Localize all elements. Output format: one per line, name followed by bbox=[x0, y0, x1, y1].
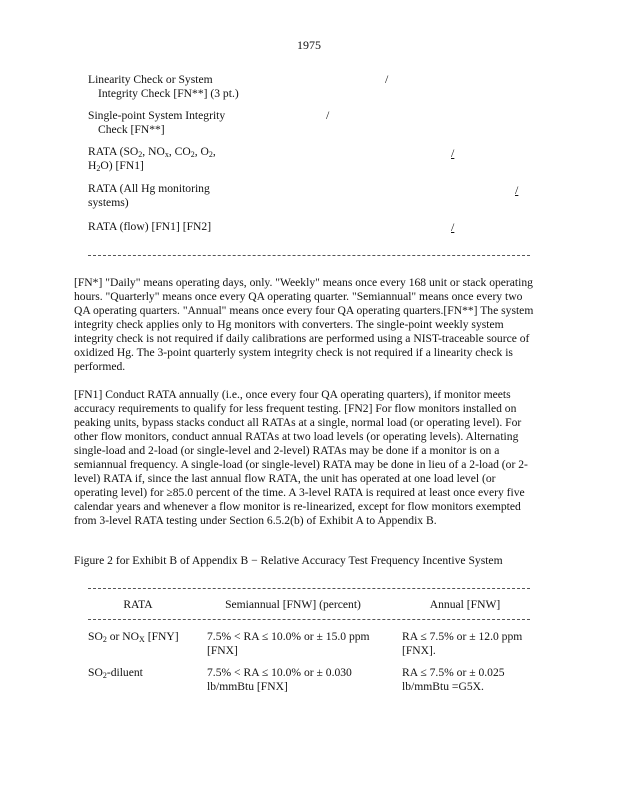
page-number: 1975 bbox=[297, 38, 321, 52]
row-label-cont: $H_2O$) [FN1] bbox=[88, 159, 144, 173]
annual-cell: RA ≤ 7.5% or ± 0.025 lb/mmBtu =G5X. bbox=[402, 666, 505, 693]
row-label: RATA (flow) [FN1] [FN2] bbox=[88, 220, 212, 233]
footnote-rata-conduct: [FN1] Conduct RATA annually (i.e., once every four QA operating quarters), if monitor meets accuracy requirements to qualify for less frequent testing. [FN2] For flow monitors installed on peaking units, bypass stacks conduct all RATAs at a single, normal load (or operating level). For other flow monitors, conduct annual RATAs at two load levels (or operating levels). Alternating single-load and 2-load (or single-level and 2-level) RATAs may be done if a monitor is on a semiannual frequency. A single-load (or single-level) RATA may be done in lieu of a 2-load (or 2-level) RATA if, since the last annual flow RATA, the unit has operated at one load level (or operating level) for ≥85.0 percent of the time. A 3-level RATA is required at least once every five calendar years and whenever a flow monitor is re-linearized, except for flow monitors exempted from 3-level RATA testing under Section 6.5.2(b) of Exhibit A to Appendix B. bbox=[74, 388, 528, 527]
row-label: RATA (All Hg monitoring bbox=[88, 182, 210, 195]
frequency-mark: / bbox=[451, 220, 455, 234]
frequency-mark: / bbox=[326, 108, 330, 122]
semiannual-cell: 7.5% < RA ≤ 10.0% or ± 15.0 ppm [FNX] bbox=[207, 630, 370, 657]
semiannual-cell: 7.5% < RA ≤ 10.0% or ± 0.030 lb/mmBtu [FNX] bbox=[207, 666, 352, 693]
footnote-frequency-definitions: [FN*] "Daily" means operating days, only. "Weekly" means once every 168 unit or stack operating hours. "Quarterly" means once every QA operating quarter. "Semiannual" means once every two QA operating quarters. "Annual" means once every four QA operating quarters.[FN**] The system integrity check applies only to Hg monitors with converters. The single-point weekly system integrity check is not required if daily calibrations are performed using a NIST-traceable source of oxidized Hg. The 3-point quarterly system integrity check is not required if a linearity check is performed. bbox=[74, 276, 534, 373]
dashed-divider bbox=[88, 255, 530, 256]
row-label-cont: Check [FN**] bbox=[98, 123, 165, 136]
frequency-mark: / bbox=[515, 183, 519, 197]
table-header-semiannual: Semiannual [FNW] (percent) bbox=[225, 598, 361, 611]
row-rata-hg bbox=[88, 182, 288, 210]
frequency-mark: / bbox=[451, 146, 455, 160]
row-single-point-check bbox=[88, 109, 288, 137]
row-rata-flow bbox=[88, 220, 288, 234]
table-top-rule bbox=[88, 588, 530, 589]
table-header-annual: Annual [FNW] bbox=[429, 598, 501, 611]
rata-cell: $SO_2$-diluent bbox=[88, 666, 143, 680]
row-label: RATA ($SO_2$, $NO_x$, $CO_2$, $O_2$, bbox=[88, 145, 216, 159]
row-label-cont: systems) bbox=[88, 196, 129, 209]
rata-cell: $SO_2$ or $NO_X$ [FNY] bbox=[88, 630, 179, 644]
row-linearity-check bbox=[88, 73, 288, 101]
figure-caption: Figure 2 for Exhibit B of Appendix B − Relative Accuracy Test Frequency Incentive System bbox=[74, 554, 503, 567]
table-header-rule bbox=[88, 619, 530, 620]
row-rata-gases bbox=[88, 145, 288, 173]
row-label-cont: Integrity Check [FN**] (3 pt.) bbox=[98, 87, 239, 100]
row-label: Linearity Check or System bbox=[88, 73, 213, 86]
frequency-mark: / bbox=[385, 72, 389, 86]
row-label: Single-point System Integrity bbox=[88, 109, 226, 122]
table-header-rata: RATA bbox=[123, 598, 153, 611]
annual-cell: RA ≤ 7.5% or ± 12.0 ppm [FNX]. bbox=[402, 630, 523, 657]
